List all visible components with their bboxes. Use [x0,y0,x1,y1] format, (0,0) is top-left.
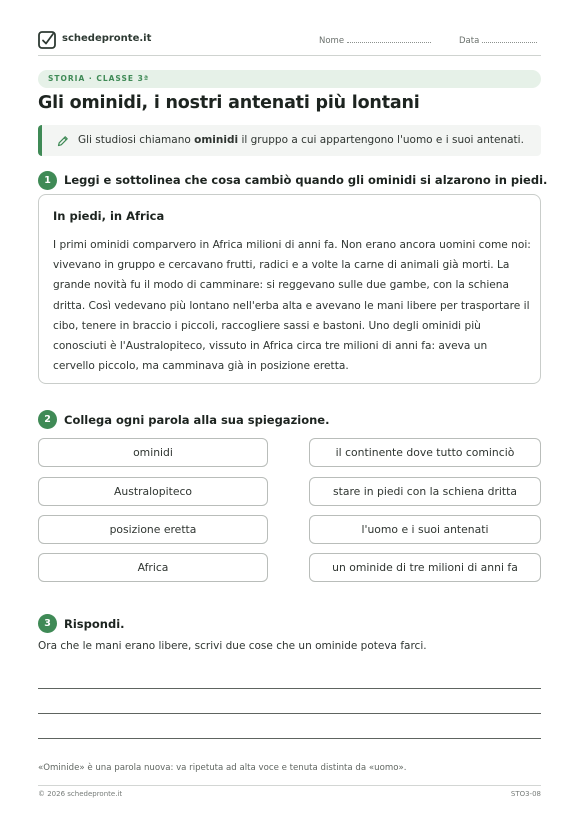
answer-line[interactable] [38,738,541,739]
page-title: Gli ominidi, i nostri antenati più lontani [38,93,420,113]
exercise-3-question: Rispondi. [64,617,125,631]
answer-line[interactable] [38,713,541,714]
note-text [78,134,524,146]
name-label: Nome [319,36,345,46]
word-card[interactable]: posizione eretta [38,515,268,544]
exercise-1-question: Leggi e sottolinea che cosa cambiò quando gli ominidi si alzarono in piedi. [64,173,548,187]
explanation-card[interactable]: l'uomo e i suoi antenati [309,515,541,544]
note-text-after: il gruppo a cui appartengono l'uomo e i suoi antenati. [241,134,524,146]
exercise-2-question: Collega ogni parola alla sua spiegazione. [64,413,330,427]
checkbox-logo-icon [38,31,56,49]
brand-name: schedepronte.it [62,33,152,44]
worksheet-code: STO3-08 [510,790,541,798]
reading-text[interactable]: I primi ominidi comparvero in Africa milioni di anni fa. Non erano ancora uomini come noi: vivevano in gruppo e cercavano frutti, radici e a volte la carne di animali già morti. La grande novità fu il modo di camminare: si reggevano sulle due gambe, con la schiena dritta. Così vedevano più lontano nell'erba alta e avevano le mani libere per trasportare il cibo, tenere in braccio i piccoli, raccogliere sassi e bastoni. Uno degli ominidi più conosciuti è l'Australopiteco, vissuto in Africa circa tre milioni di anni fa: aveva un cervello piccolo, ma camminava già in posizione eretta. [53,239,531,373]
copyright: © 2026 schedepronte.it [38,790,123,798]
word-card[interactable]: ominidi [38,438,268,467]
date-field[interactable] [459,35,537,46]
exercise-3-instruction: Ora che le mani erano libere, scrivi due cose che un ominide poteva farci. [38,640,427,652]
pencil-icon [57,135,69,147]
reading-title: In piedi, in Africa [53,209,165,223]
page-header [38,30,541,56]
note-text-before: Gli studiosi chiamano [78,134,191,146]
answer-line[interactable] [38,688,541,689]
word-card[interactable]: Australopiteco [38,477,268,506]
explanation-card[interactable]: stare in piedi con la schiena dritta [309,477,541,506]
subject-tag-bar [38,70,541,88]
date-label: Data [459,36,480,46]
exercise-3-number: 3 [38,614,57,633]
name-field[interactable] [319,35,431,46]
name-blank[interactable] [347,35,431,43]
explanation-card[interactable]: un ominide di tre milioni di anni fa [309,553,541,582]
teacher-hint: «Ominide» è una parola nuova: va ripetuta ad alta voce e tenuta distinta da «uomo». [38,763,407,773]
explanation-card[interactable]: il continente dove tutto cominciò [309,438,541,467]
intro-note [38,125,541,156]
footer-divider [38,785,541,786]
subject-tag: STORIA · CLASSE 3ª [48,74,150,83]
exercise-2-number: 2 [38,410,57,429]
reading-box [38,194,541,384]
note-keyword: ominidi [194,134,239,146]
exercise-1-number: 1 [38,171,57,190]
word-card[interactable]: Africa [38,553,268,582]
date-blank[interactable] [482,35,537,43]
